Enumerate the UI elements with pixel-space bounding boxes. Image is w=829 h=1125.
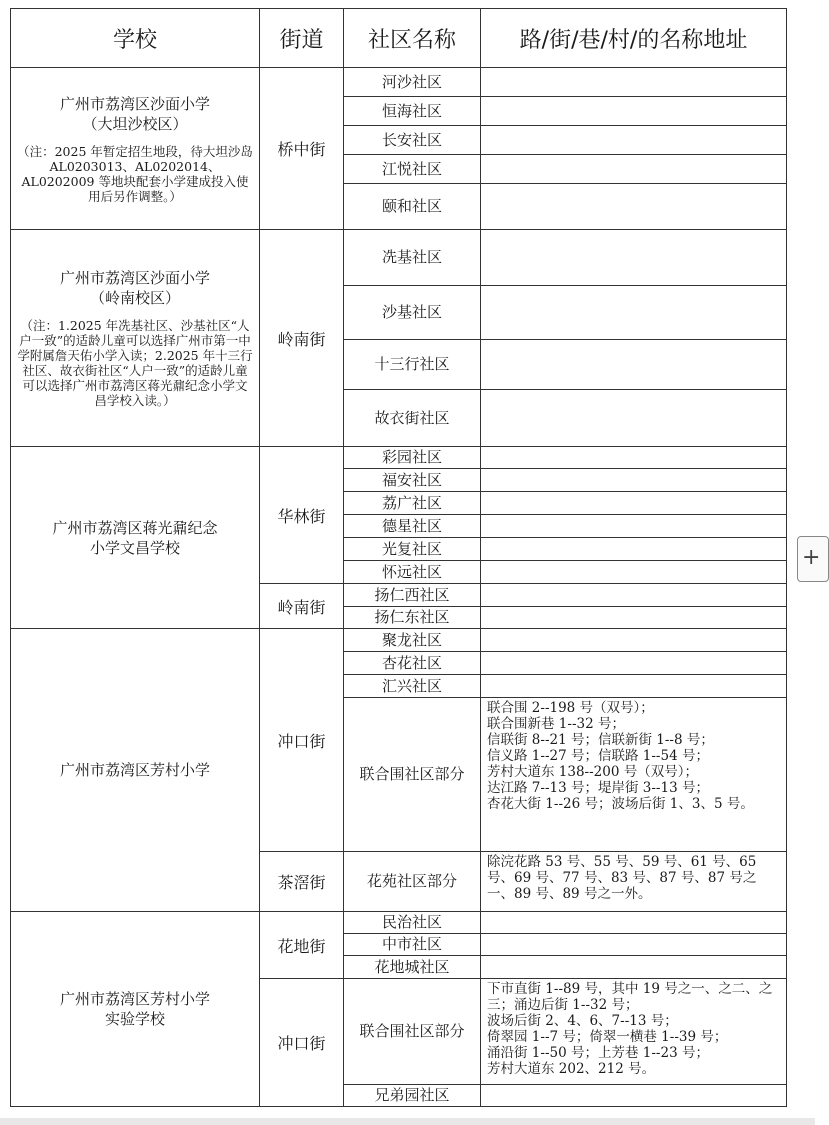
community-cell: 聚龙社区 <box>344 629 481 652</box>
address-cell <box>481 561 787 584</box>
address-cell <box>481 584 787 607</box>
community-cell: 故衣街社区 <box>344 390 481 447</box>
school-name-sub: 实验学校 <box>104 1010 165 1028</box>
address-line: 下市直街 1--89 号，其中 19 号之一、之二、之三；涌边后街 1--32 号； <box>487 981 773 1013</box>
community-cell: 恒海社区 <box>344 97 481 126</box>
address-cell <box>481 698 787 852</box>
address-cell <box>481 652 787 675</box>
street-cell: 桥中街 <box>260 68 344 230</box>
community-cell: 荔广社区 <box>344 492 481 515</box>
school-note: （注：1.2025 年冼基社区、沙基社区“人户一致”的适龄儿童可以选择广州市第一中学附属詹天佑小学入读；2.2025 年十三行社区、故衣街社区“人户一致”的适龄儿童可以选择广州市荔湾区蒋光鼐纪念小学文昌学校入读。） <box>17 318 253 408</box>
community-cell: 汇兴社区 <box>344 675 481 698</box>
community-cell: 江悦社区 <box>344 155 481 184</box>
community-cell: 颐和社区 <box>344 184 481 230</box>
community-cell: 长安社区 <box>344 126 481 155</box>
street-cell: 华林街 <box>260 447 344 584</box>
address-cell <box>481 979 787 1085</box>
address-cell <box>481 340 787 390</box>
community-cell: 冼基社区 <box>344 230 481 286</box>
header-street: 街道 <box>260 9 344 68</box>
street-cell: 冲口街 <box>260 979 344 1107</box>
address-cell <box>481 492 787 515</box>
community-cell: 花苑社区部分 <box>344 852 481 912</box>
school-name-sub: 小学文昌学校 <box>89 538 180 557</box>
address-cell <box>481 515 787 538</box>
street-cell: 岭南街 <box>260 230 344 447</box>
community-cell: 德星社区 <box>344 515 481 538</box>
school-note: （注：2025 年暂定招生地段，待大坦沙岛 AL0203013、AL0202014、AL0202009 等地块配套小学建成投入使用后另作调整。） <box>17 143 253 204</box>
community-cell: 河沙社区 <box>344 68 481 97</box>
address-line: 除浣花路 53 号、55 号、59 号、61 号、65 号、69 号、77 号、83 号、87 号、87 号之一、89 号、89 号之一外。 <box>487 854 757 902</box>
community-cell: 花地城社区 <box>344 956 481 979</box>
address-cell <box>481 126 787 155</box>
address-line: 波场后街 2、4、6、7--13 号； <box>487 1013 678 1029</box>
community-cell: 联合围社区部分 <box>344 698 481 852</box>
school-cell <box>11 447 260 629</box>
address-line: 联合围新巷 1--32 号； <box>487 716 625 732</box>
community-cell: 中市社区 <box>344 934 481 956</box>
side-expand-tab[interactable]: + <box>797 536 829 582</box>
school-cell <box>11 68 260 230</box>
enrollment-table <box>10 8 787 1107</box>
address-cell <box>481 607 787 629</box>
address-cell <box>481 68 787 97</box>
address-cell <box>481 629 787 652</box>
community-cell: 扬仁东社区 <box>344 607 481 629</box>
school-name: 广州市荔湾区芳村小学 <box>59 761 210 779</box>
address-cell <box>481 675 787 698</box>
table-row <box>11 230 787 286</box>
school-name-sub: （岭南校区） <box>89 289 180 307</box>
address-line: 芳村大道东 138--200 号（双号）； <box>487 764 698 780</box>
address-cell <box>481 286 787 340</box>
school-name: 广州市荔湾区芳村小学 <box>59 990 210 1008</box>
address-line: 达江路 7--13 号；堤岸街 3--13 号； <box>487 780 709 796</box>
address-cell <box>481 469 787 492</box>
community-cell: 光复社区 <box>344 538 481 561</box>
community-cell: 福安社区 <box>344 469 481 492</box>
community-cell: 扬仁西社区 <box>344 584 481 607</box>
address-cell <box>481 230 787 286</box>
address-cell <box>481 956 787 979</box>
address-cell <box>481 184 787 230</box>
address-cell <box>481 447 787 469</box>
school-name: 广州市荔湾区沙面小学 <box>59 269 210 287</box>
address-line: 涌沿街 1--50 号；上芳巷 1--23 号； <box>487 1045 709 1061</box>
table-row <box>11 447 787 469</box>
community-cell: 十三行社区 <box>344 340 481 390</box>
school-name-sub: （大坦沙校区） <box>82 114 188 133</box>
community-cell: 杏花社区 <box>344 652 481 675</box>
address-line: 信联街 8--21 号；信联新街 1--8 号； <box>487 732 714 748</box>
address-line: 倚翠园 1--7 号；倚翠一横巷 1--39 号； <box>487 1029 728 1045</box>
header-school: 学校 <box>11 9 260 68</box>
community-cell: 怀远社区 <box>344 561 481 584</box>
address-cell <box>481 390 787 447</box>
street-cell: 花地街 <box>260 912 344 979</box>
address-cell <box>481 1085 787 1107</box>
community-cell: 联合围社区部分 <box>344 979 481 1085</box>
address-cell <box>481 155 787 184</box>
address-cell <box>481 538 787 561</box>
address-line: 联合围 2--198 号（双号）； <box>487 700 654 716</box>
community-cell: 民治社区 <box>344 912 481 934</box>
address-line: 芳村大道东 202、212 号。 <box>487 1061 656 1077</box>
address-line: 杏花大街 1--26 号；波场后街 1、3、5 号。 <box>487 796 754 812</box>
table-row <box>11 68 787 97</box>
address-cell <box>481 934 787 956</box>
community-cell: 彩园社区 <box>344 447 481 469</box>
school-cell <box>11 230 260 447</box>
header-row <box>11 9 787 68</box>
community-cell: 兄弟园社区 <box>344 1085 481 1107</box>
school-cell <box>11 629 260 912</box>
header-address: 路/街/巷/村/的名称地址 <box>481 9 787 68</box>
address-cell <box>481 852 787 912</box>
table-row <box>11 629 787 652</box>
school-name: 广州市荔湾区沙面小学 <box>59 94 210 113</box>
school-name: 广州市荔湾区蒋光鼐纪念 <box>52 518 218 537</box>
street-cell: 冲口街 <box>260 629 344 852</box>
street-cell: 茶滘街 <box>260 852 344 912</box>
address-cell <box>481 97 787 126</box>
address-cell <box>481 912 787 934</box>
bottom-edge <box>0 1118 815 1125</box>
community-cell: 沙基社区 <box>344 286 481 340</box>
header-community: 社区名称 <box>344 9 481 68</box>
table-row <box>11 912 787 934</box>
street-cell: 岭南街 <box>260 584 344 629</box>
school-cell <box>11 912 260 1107</box>
address-line: 信义路 1--27 号；信联路 1--54 号； <box>487 748 709 764</box>
